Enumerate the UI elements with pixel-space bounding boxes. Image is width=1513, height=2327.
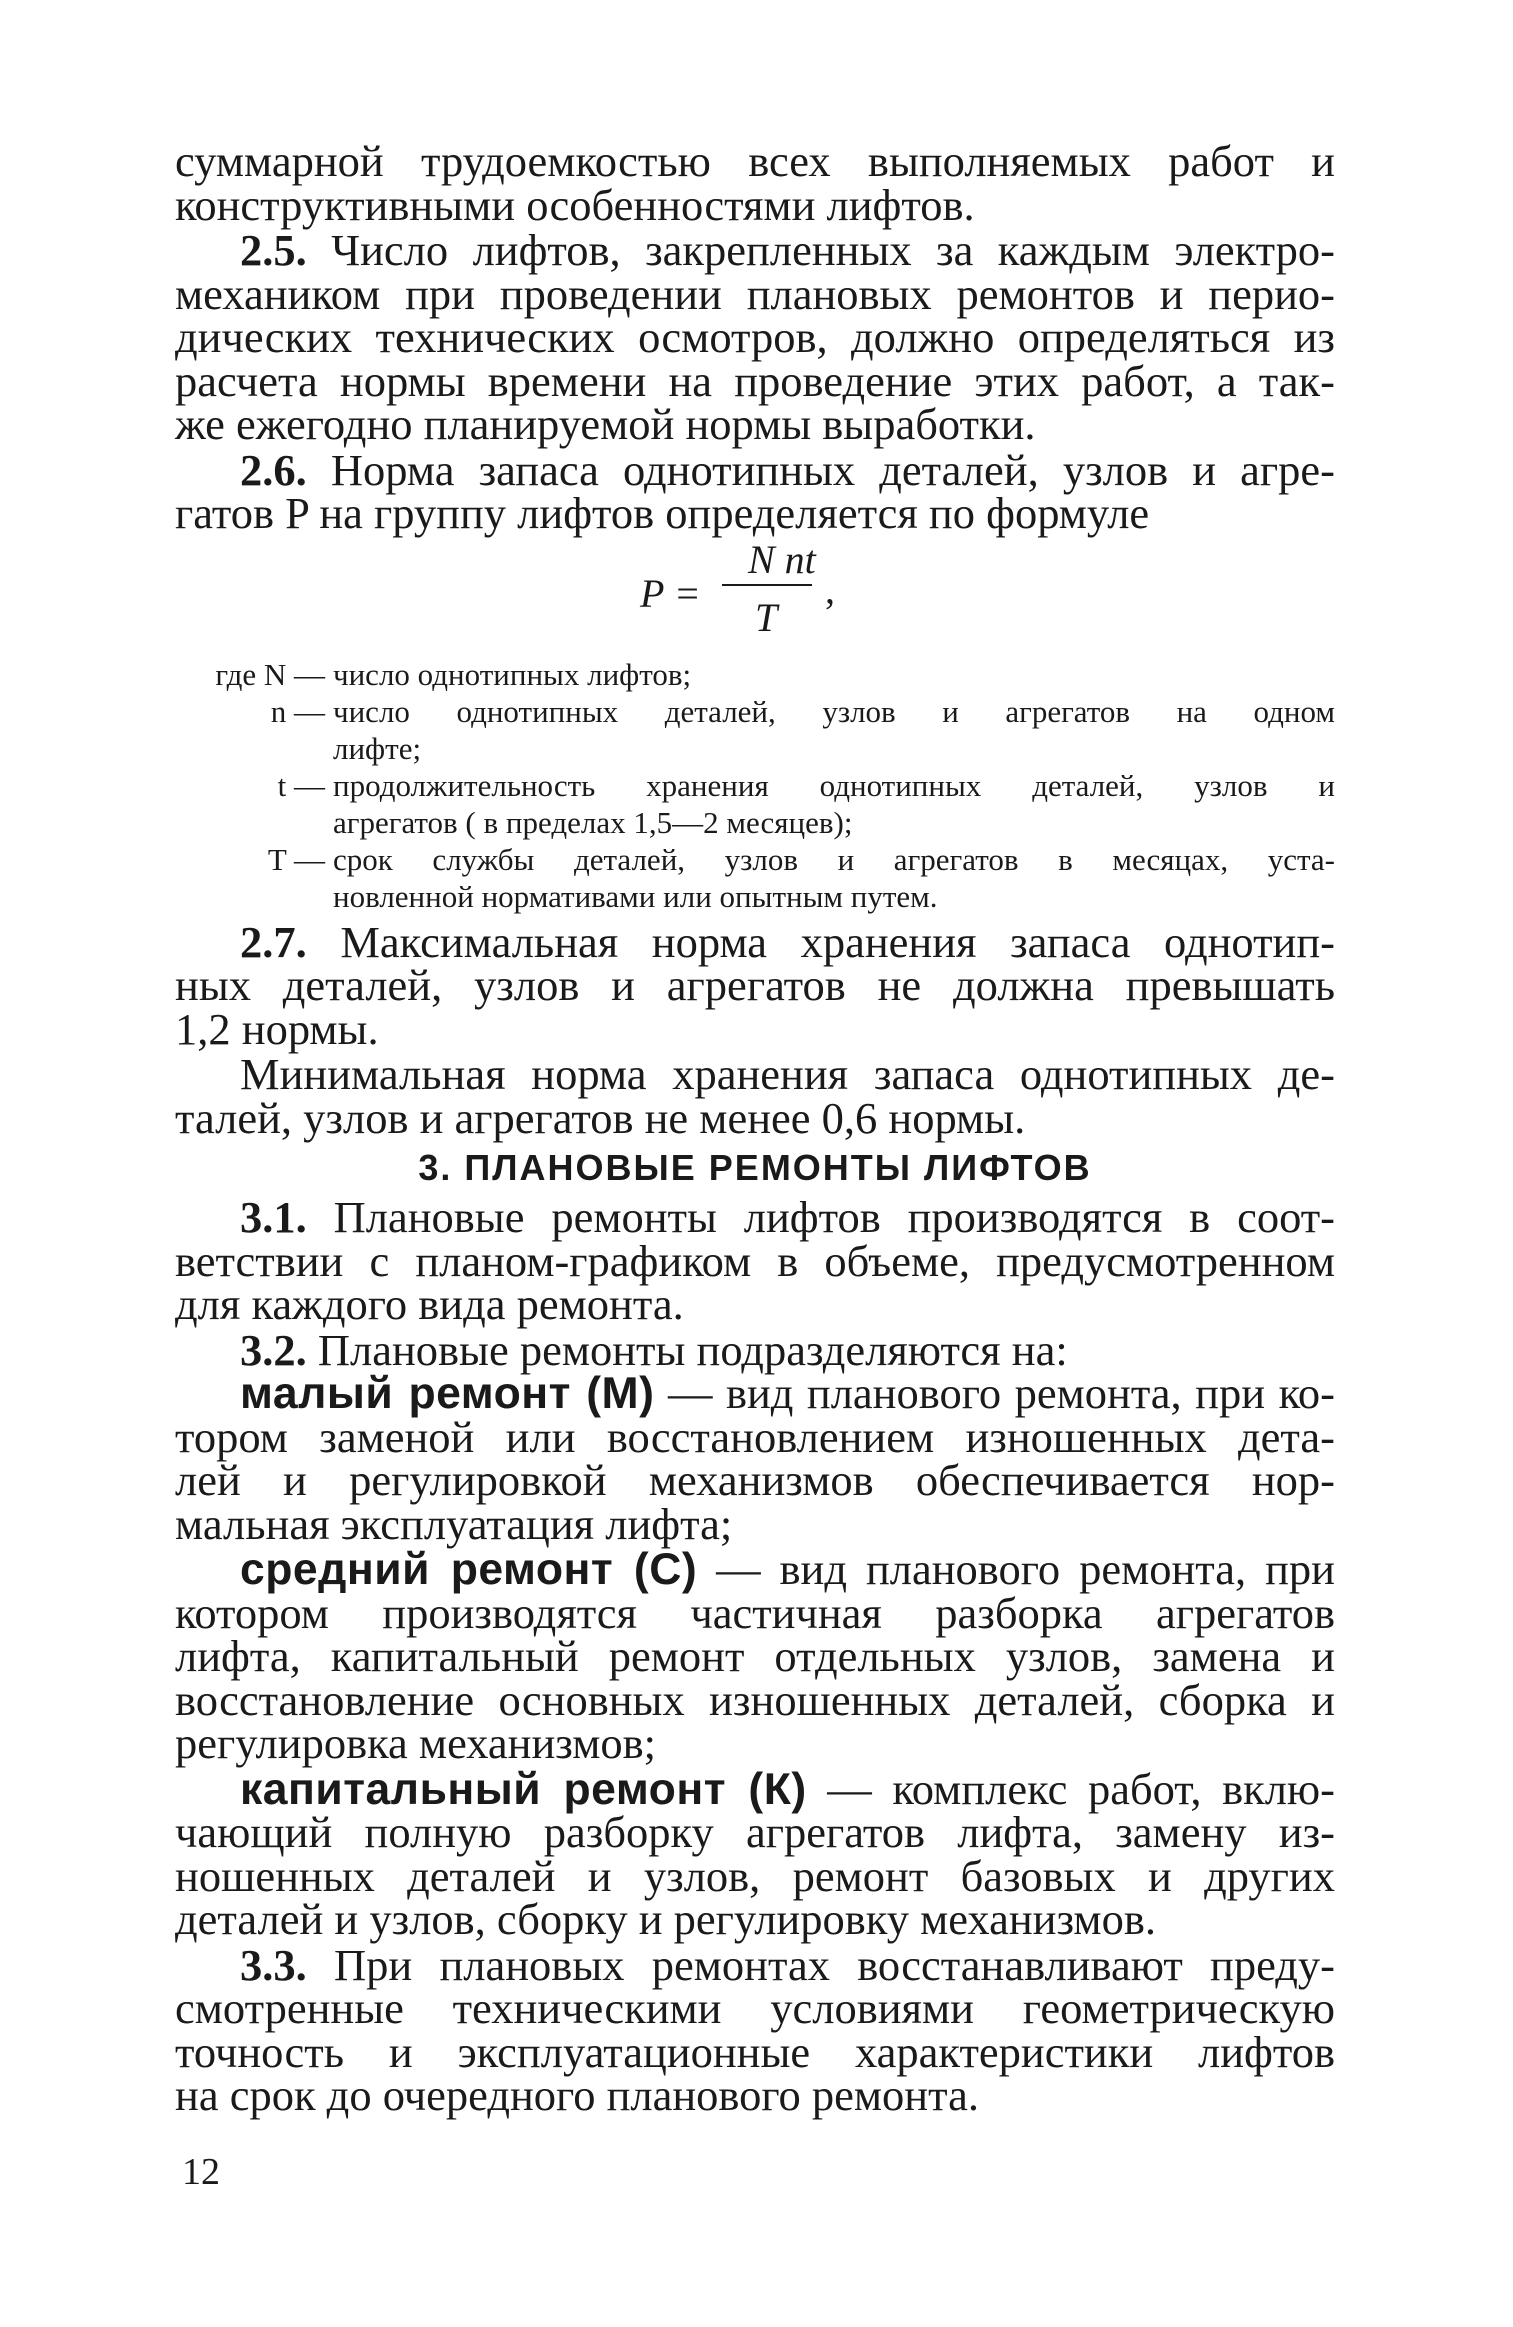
formula-numerator: N nt bbox=[748, 536, 816, 582]
formula-lhs: P = bbox=[640, 570, 701, 616]
formula-denominator: T bbox=[755, 594, 778, 640]
definition-item bbox=[175, 656, 1335, 693]
paragraph-3-2-line-1 bbox=[175, 1324, 1335, 1375]
paragraph-2-6-line-2: гатов P на группу лифтов определяется по формуле bbox=[175, 488, 1150, 538]
definition-text: число однотипных лифтов; bbox=[333, 656, 692, 692]
paragraph-3-1-line-2: ветствии с планом-графиком в объеме, предусмотренном bbox=[175, 1235, 1335, 1286]
term-small-repair: малый ремонт (М) bbox=[240, 1369, 655, 1418]
repair-small-line-4: мальная эксплуатация лифта; bbox=[175, 1498, 733, 1549]
paragraph-number: 2.5. bbox=[240, 225, 307, 275]
paragraph-number: 3.2. bbox=[240, 1324, 307, 1375]
paragraph-text: Максимальная норма хранения запаса однотип- bbox=[340, 916, 1335, 967]
paragraph-2-7-line-2: ных деталей, узлов и агрегатов не должна превышать bbox=[175, 960, 1335, 1010]
definition-text: новленной нормативами или опытным путем. bbox=[333, 878, 938, 914]
formula-block bbox=[175, 536, 1335, 656]
term-definition: — вид планового ремонта, при bbox=[716, 1544, 1335, 1594]
paragraph-2-5-line-3: дических технических осмотров, должно определяться из bbox=[175, 312, 1335, 362]
definition-text: срок службы деталей, узлов и агрегатов в месяцах, уста- bbox=[333, 841, 1335, 877]
paragraph-2-5-line-5: же ежегодно планируемой нормы выработки. bbox=[175, 399, 1036, 449]
definition-text: лифте; bbox=[333, 730, 422, 766]
paragraph-3-3-line-3: точность и эксплуатационные характеристики лифтов bbox=[175, 2026, 1335, 2077]
definition-item bbox=[175, 841, 1335, 915]
paragraph-2-6-line-1 bbox=[175, 444, 1336, 495]
repair-small-line-1 bbox=[175, 1368, 1335, 1418]
definition-item bbox=[175, 767, 1335, 841]
intro-line-1: суммарной трудоемкостью всех выполняемых работ и bbox=[175, 136, 1335, 186]
paragraph-text: При плановых ремонтах восстанавливают преду- bbox=[334, 1939, 1335, 1990]
paragraph-text: Число лифтов, закрепленных за каждым электро- bbox=[331, 225, 1335, 275]
paragraph-number: 2.6. bbox=[240, 444, 307, 495]
fraction-bar bbox=[722, 584, 812, 586]
paragraph-2-7-line-1 bbox=[175, 916, 1335, 967]
paragraph-2-5-line-4: расчета нормы времени на проведение этих работ, а так- bbox=[175, 355, 1335, 406]
definition-item bbox=[175, 693, 1335, 767]
paragraph-2-5-line-1 bbox=[175, 225, 1335, 275]
page-number: 12 bbox=[182, 2151, 220, 2193]
definition-variable: n — bbox=[270, 693, 325, 729]
paragraph-3-1-line-3: для каждого вида ремонта. bbox=[175, 1279, 684, 1329]
paragraph-min-norm-line-2: талей, узлов и агрегатов не менее 0,6 нормы. bbox=[175, 1092, 1026, 1143]
repair-medium-line-3: лифта, капитальный ремонт отдельных узлов, замена и bbox=[175, 1631, 1335, 1681]
page-body bbox=[175, 136, 1336, 2120]
paragraph-3-3-line-2: смотренные техническими условиями геометрическую bbox=[175, 1983, 1335, 2033]
paragraph-3-3-line-1 bbox=[175, 1939, 1335, 1990]
paragraph-text: Плановые ремонты лифтов производятся в соот- bbox=[333, 1192, 1335, 1242]
repair-medium-line-1 bbox=[175, 1544, 1335, 1594]
paragraph-number: 3.1. bbox=[240, 1192, 307, 1242]
term-capital-repair: капитальный ремонт (К) bbox=[240, 1764, 807, 1814]
repair-medium-line-2: котором производятся частичная разборка агрегатов bbox=[175, 1587, 1335, 1638]
repair-small-line-3: лей и регулировкой механизмов обеспечивается нор- bbox=[175, 1455, 1335, 1505]
definition-text: агрегатов ( в пределах 1,5—2 месяцев); bbox=[333, 804, 853, 840]
term-definition: — вид планового ремонта, при ко- bbox=[667, 1368, 1335, 1418]
definition-variable: T — bbox=[267, 841, 325, 877]
paragraph-text: Плановые ремонты подразделяются на: bbox=[317, 1324, 1068, 1375]
paragraph-number: 3.3. bbox=[240, 1939, 307, 1990]
definition-text: число однотипных деталей, узлов и агрегатов на одном bbox=[333, 693, 1335, 729]
formula bbox=[640, 536, 880, 646]
paragraph-2-7-line-3: 1,2 нормы. bbox=[175, 1003, 379, 1054]
term-definition: — комплекс работ, вклю- bbox=[827, 1763, 1336, 1814]
definition-variable: t — bbox=[277, 767, 325, 803]
paragraph-3-3-line-4: на срок до очередного планового ремонта. bbox=[175, 2070, 979, 2120]
paragraph-2-5-line-2: механиком при проведении плановых ремонтов и перио- bbox=[175, 268, 1335, 319]
repair-capital-line-4: деталей и узлов, сборку и регулировку механизмов. bbox=[175, 1894, 1156, 1944]
repair-capital-line-1 bbox=[175, 1763, 1336, 1814]
variable-definitions bbox=[175, 656, 1335, 915]
paragraph-text: Норма запаса однотипных деталей, узлов и агре- bbox=[330, 444, 1336, 495]
section-heading: 3. ПЛАНОВЫЕ РЕМОНТЫ ЛИФТОВ bbox=[418, 1147, 1092, 1188]
repair-capital-line-2: чающий полную разборку агрегатов лифта, замену из- bbox=[175, 1807, 1335, 1857]
definition-text: продолжительность хранения однотипных деталей, узлов и bbox=[333, 767, 1335, 803]
paragraph-3-1-line-1 bbox=[175, 1192, 1335, 1242]
definition-variable: где N — bbox=[215, 656, 325, 692]
intro-line-2: конструктивными особенностями лифтов. bbox=[175, 179, 975, 230]
paragraph-min-norm-line-1: Минимальная норма хранения запаса однотипных де- bbox=[240, 1049, 1335, 1099]
paragraph-number: 2.7. bbox=[240, 916, 307, 967]
repair-medium-line-5: регулировка механизмов; bbox=[175, 1718, 657, 1768]
repair-small-line-2: тором заменой или восстановлением изношенных дета- bbox=[175, 1411, 1335, 1462]
repair-medium-line-4: восстановление основных изношенных деталей, сборка и bbox=[175, 1674, 1335, 1725]
repair-capital-line-3: ношенных деталей и узлов, ремонт базовых и других bbox=[175, 1850, 1335, 1901]
term-medium-repair: средний ремонт (С) bbox=[240, 1545, 698, 1594]
formula-comma: , bbox=[825, 566, 835, 612]
